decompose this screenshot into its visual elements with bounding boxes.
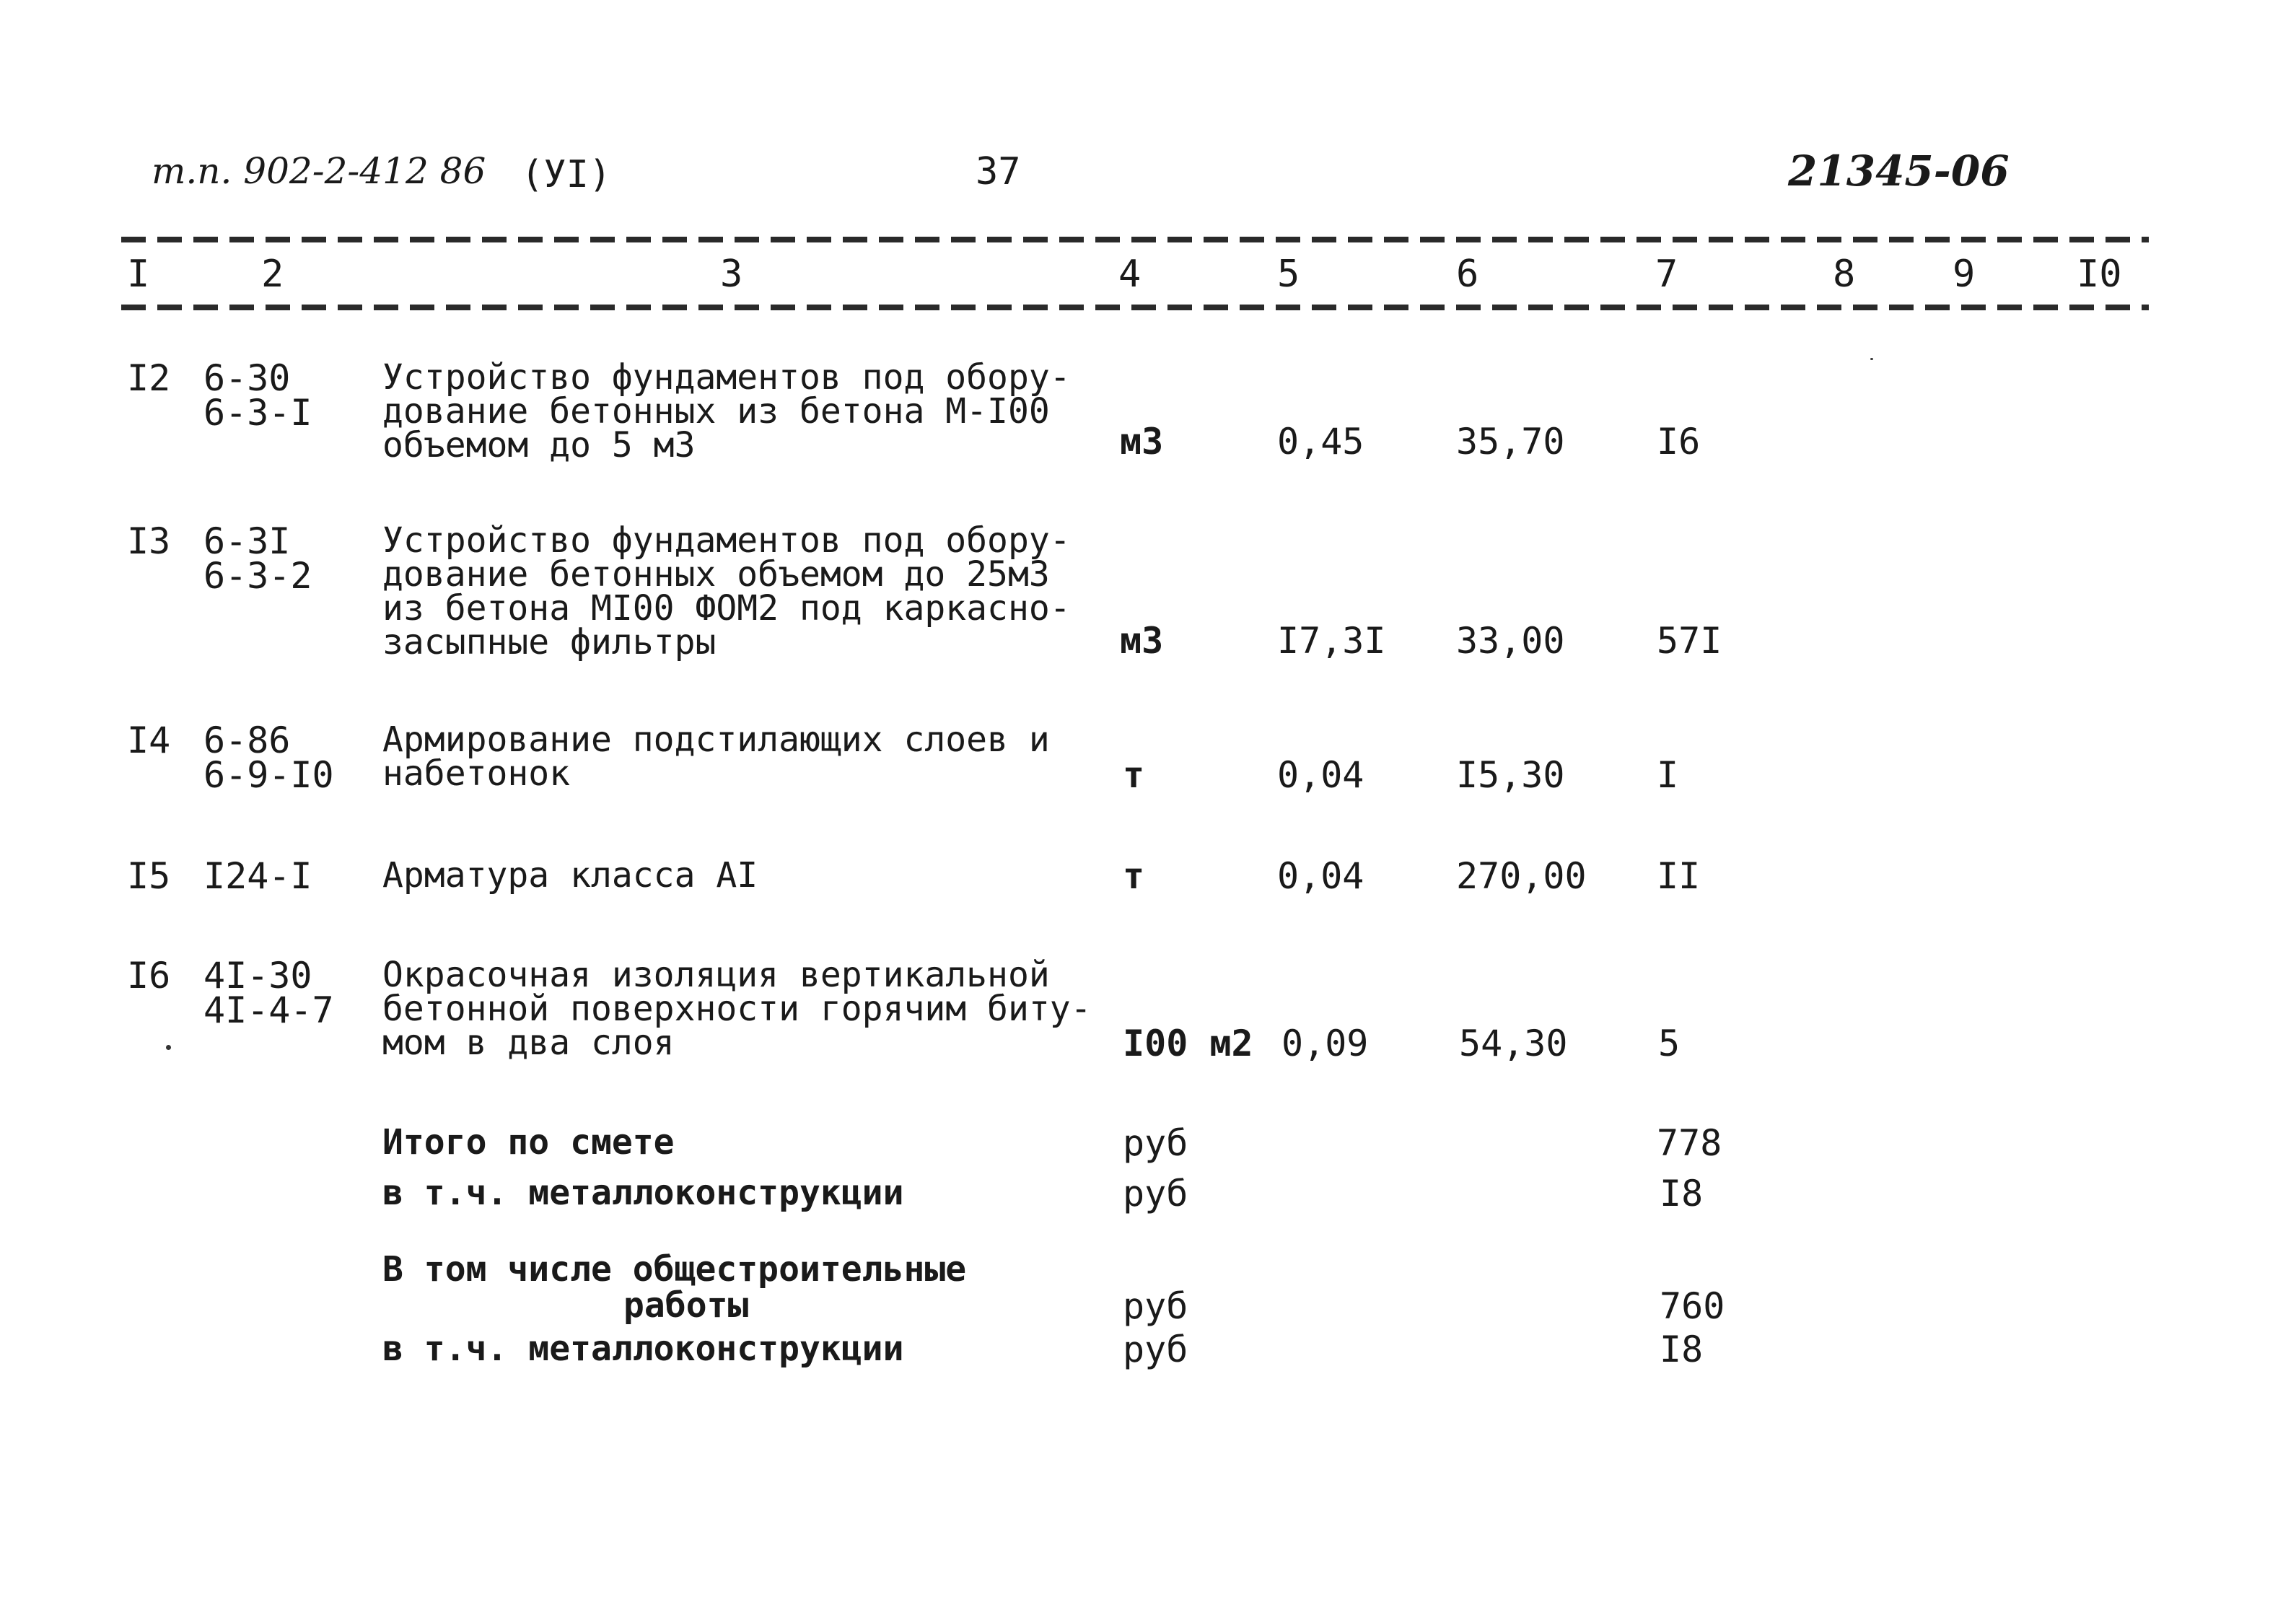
row-description-line: Устройство фундаментов под обору- xyxy=(382,520,1071,561)
row-quantity: 0,04 xyxy=(1277,855,1364,897)
column-header: I xyxy=(127,253,150,296)
row-description-line: из бетона МI00 ФОМ2 под каркасно- xyxy=(382,588,1071,629)
row-quantity: 0,04 xyxy=(1277,754,1364,796)
row-unit: т xyxy=(1123,855,1145,897)
header-top-rule xyxy=(121,237,2149,242)
row-total: I6 xyxy=(1657,421,1701,463)
totals-value: I8 xyxy=(1660,1173,1704,1214)
column-header: 6 xyxy=(1456,253,1479,296)
row-code: I24-I xyxy=(203,855,312,897)
row-total: 5 xyxy=(1658,1023,1681,1064)
totals-unit: руб xyxy=(1123,1329,1188,1370)
row-code: 4I-30 xyxy=(203,955,312,997)
totals-unit: руб xyxy=(1123,1173,1188,1214)
document-code: 21345-06 xyxy=(1788,146,2010,196)
row-description-line: набетонок xyxy=(382,753,571,794)
totals-label: работы xyxy=(623,1285,749,1326)
row-code: 6-3-2 xyxy=(203,555,312,597)
row-description-line: бетонной поверхности горячим биту- xyxy=(382,989,1092,1029)
row-number: I5 xyxy=(127,855,171,897)
row-total: I xyxy=(1657,754,1679,796)
column-header: 5 xyxy=(1277,253,1300,296)
header-bottom-rule xyxy=(121,305,2149,310)
column-header: 3 xyxy=(720,253,743,296)
row-description-line: засыпные фильтры xyxy=(382,622,717,662)
row-number: I3 xyxy=(127,520,171,562)
row-description-line: Устройство фундаментов под обору- xyxy=(382,357,1071,398)
row-number: I4 xyxy=(127,719,171,761)
totals-value: 760 xyxy=(1660,1285,1725,1327)
row-code: 4I-4-7 xyxy=(203,989,334,1031)
row-unit: м3 xyxy=(1120,421,1164,463)
row-quantity: 0,45 xyxy=(1277,421,1364,463)
row-description-line: Арматура класса АI xyxy=(382,855,758,896)
page-number: 37 xyxy=(976,150,1021,193)
totals-unit: руб xyxy=(1123,1285,1188,1327)
row-code: 6-30 xyxy=(203,357,291,399)
row-number: I2 xyxy=(127,357,171,399)
row-quantity: 0,09 xyxy=(1281,1023,1369,1064)
row-unit: т xyxy=(1123,754,1145,796)
totals-label: в т.ч. металлоконструкции xyxy=(382,1173,904,1213)
row-description-line: дование бетонных из бетона М-I00 xyxy=(382,391,1050,432)
row-code: 6-9-I0 xyxy=(203,754,334,796)
row-code: 6-3-I xyxy=(203,392,312,434)
row-description-line: Армирование подстилающих слоев и xyxy=(382,719,1050,760)
column-header: 4 xyxy=(1118,253,1142,296)
scan-speck xyxy=(1870,358,1873,360)
row-unit-price: 35,70 xyxy=(1456,421,1565,463)
row-unit-price: 270,00 xyxy=(1456,855,1587,897)
column-header: 9 xyxy=(1953,253,1976,296)
row-code: 6-86 xyxy=(203,719,291,761)
row-total: II xyxy=(1657,855,1701,897)
totals-label: в т.ч. металлоконструкции xyxy=(382,1329,904,1369)
column-header: 2 xyxy=(261,253,284,296)
totals-value: 778 xyxy=(1657,1122,1722,1164)
row-description-line: Окрасочная изоляция вертикальной xyxy=(382,955,1050,995)
row-total: 57I xyxy=(1657,620,1722,662)
row-unit: м3 xyxy=(1120,620,1164,662)
column-header: I0 xyxy=(2077,253,2122,296)
row-unit-price: 33,00 xyxy=(1456,620,1565,662)
row-unit-price: I5,30 xyxy=(1456,754,1565,796)
column-header: 8 xyxy=(1833,253,1856,296)
row-unit-price: 54,30 xyxy=(1459,1023,1568,1064)
row-description-line: объемом до 5 м3 xyxy=(382,425,696,465)
row-description-line: мом в два слоя xyxy=(382,1023,675,1063)
row-unit: I00 м2 xyxy=(1123,1023,1253,1064)
document-reference: т.п. 902-2-412 86 xyxy=(152,150,486,192)
row-quantity: I7,3I xyxy=(1277,620,1386,662)
totals-unit: руб xyxy=(1123,1122,1188,1164)
scan-speck xyxy=(166,1045,171,1050)
column-header: 7 xyxy=(1655,253,1678,296)
totals-label: Итого по смете xyxy=(382,1122,675,1163)
row-number: I6 xyxy=(127,955,171,997)
totals-label: В том числе общестроительные xyxy=(382,1249,967,1290)
section-marker: (УI) xyxy=(521,153,612,196)
totals-value: I8 xyxy=(1660,1329,1704,1370)
row-description-line: дование бетонных объемом до 25м3 xyxy=(382,554,1050,595)
row-code: 6-3I xyxy=(203,520,291,562)
